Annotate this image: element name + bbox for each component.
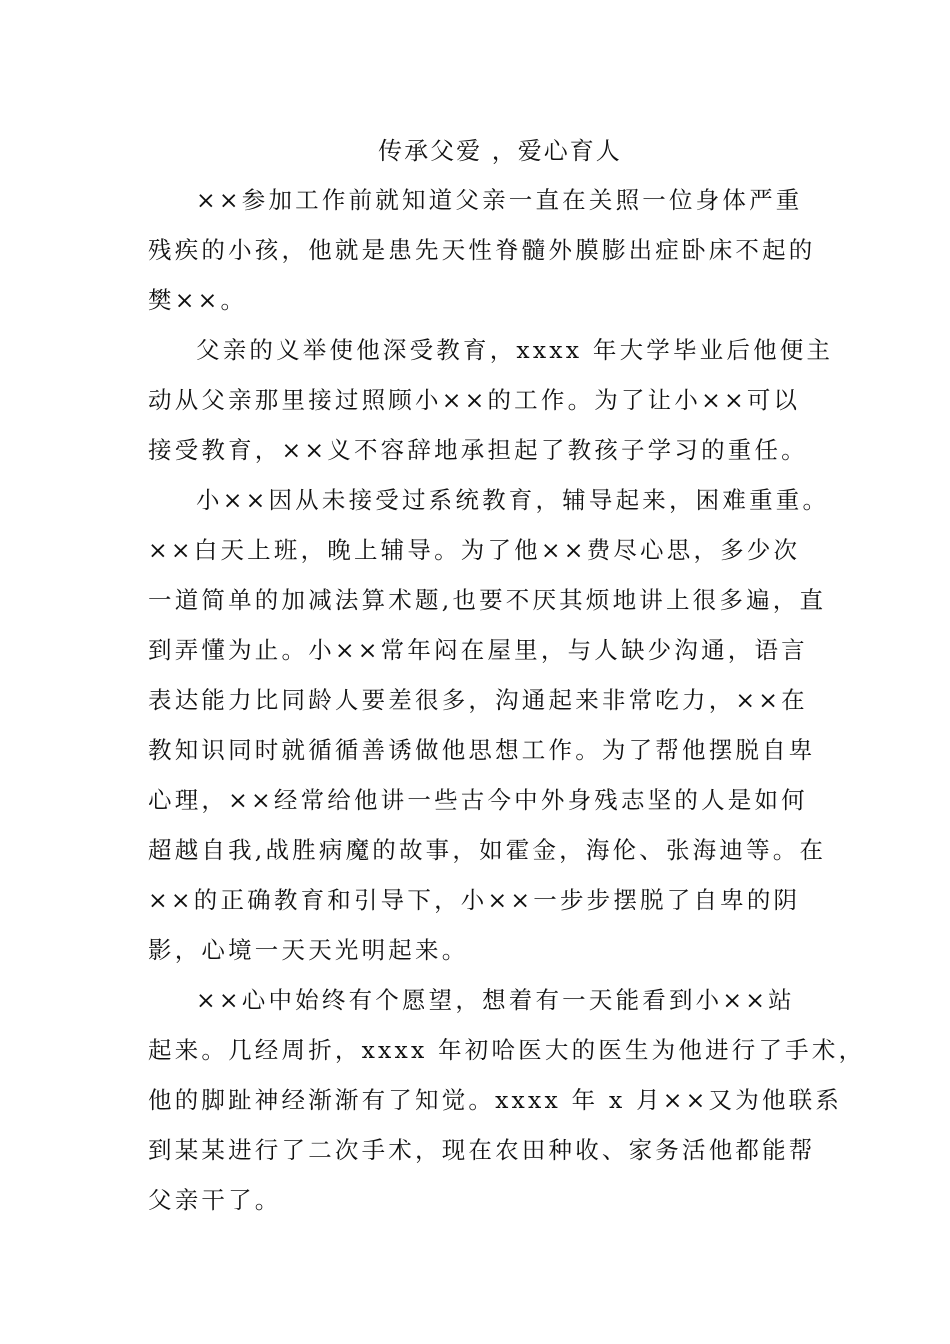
paragraph-4-line-1: ××心中始终有个愿望，想着有一天能看到小××站 [196, 986, 795, 1014]
paragraph-1-line-3: 樊××。 [148, 286, 248, 314]
paragraph-3-line-2: ××白天上班，晚上辅导。为了他××费尽心思，多少次 [148, 536, 801, 564]
paragraph-3-line-1: 小××因从未接受过系统教育，辅导起来，困难重重。 [196, 486, 830, 514]
paragraph-3-line-8: 超越自我,战胜病魔的故事，如霍金，海伦、张海迪等。在 [148, 836, 827, 864]
paragraph-1-line-1: ××参加工作前就知道父亲一直在关照一位身体严重 [196, 186, 803, 214]
paragraph-2-line-2: 动从父亲那里接过照顾小××的工作。为了让小××可以 [148, 386, 801, 414]
paragraph-3-line-10: 影，心境一天天光明起来。 [148, 936, 469, 964]
document-title: 传承父爱 ，爱心育人 [378, 137, 622, 165]
paragraph-3-line-6: 教知识同时就循循善诱做他思想工作。为了帮他摆脱自卑 [148, 736, 816, 764]
paragraph-3-line-4: 到弄懂为止。小××常年闷在屋里，与人缺少沟通，语言 [148, 636, 808, 664]
paragraph-2-line-1: 父亲的义举使他深受教育，xxxx 年大学毕业后他便主 [196, 336, 834, 364]
paragraph-3-line-3: 一道简单的加减法算术题,也要不厌其烦地讲上很多遍，直 [148, 586, 827, 614]
paragraph-1-line-2: 残疾的小孩，他就是患先天性脊髓外膜膨出症卧床不起的 [148, 236, 816, 264]
paragraph-2-line-3: 接受教育，××义不容辞地承担起了教孩子学习的重任。 [148, 436, 808, 464]
paragraph-4-line-5: 父亲干了。 [148, 1186, 282, 1214]
paragraph-3-line-7: 心理，××经常给他讲一些古今中外身残志坚的人是如何 [148, 786, 808, 814]
paragraph-3-line-9: ××的正确教育和引导下，小××一步步摆脱了自卑的阴 [148, 886, 801, 914]
paragraph-4-line-3: 他的脚趾神经渐渐有了知觉。xxxx 年 x 月××又为他联系 [148, 1086, 843, 1114]
paragraph-3-line-5: 表达能力比同龄人要差很多，沟通起来非常吃力，××在 [148, 686, 808, 714]
paragraph-4-line-2: 起来。几经周折，xxxx 年初哈医大的医生为他进行了手术， [148, 1036, 866, 1064]
paragraph-4-line-4: 到某某进行了二次手术，现在农田种收、家务活他都能帮 [148, 1136, 816, 1164]
